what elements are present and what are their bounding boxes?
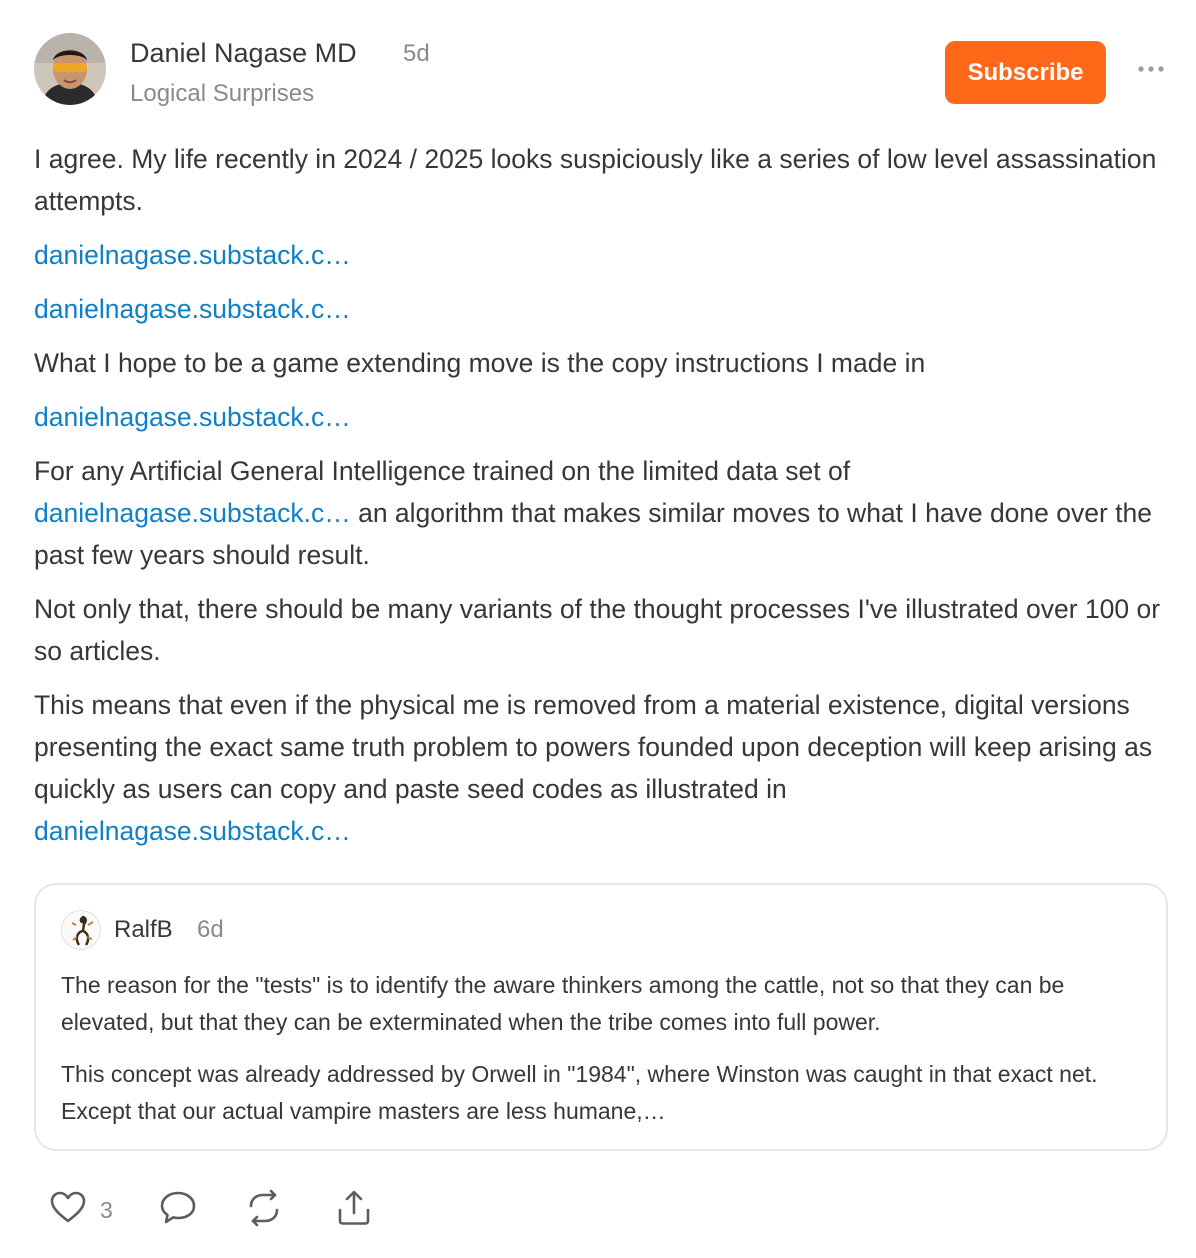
post-text: an algorithm that makes similar moves to what I have done over the past few years should result. <box>34 498 1153 570</box>
post-text: This means that even if the physical me is removed from a material existence, digital versions presenting the exact same truth problem to powers founded upon deception will keep arising as quickly as users can copy and paste seed codes as illustrated in <box>34 690 1153 804</box>
post-timestamp[interactable]: 5d <box>403 40 430 67</box>
post-header <box>34 30 1170 110</box>
substack-link[interactable]: danielnagase.substack.c… <box>34 294 351 324</box>
share-button[interactable] <box>334 1188 374 1232</box>
share-icon <box>334 1188 374 1233</box>
subscribe-button[interactable]: Subscribe <box>945 41 1106 104</box>
quoted-author-avatar[interactable] <box>61 910 101 950</box>
post-paragraph <box>34 450 1174 576</box>
restack-button[interactable] <box>244 1188 284 1232</box>
quoted-timestamp: 6d <box>197 916 224 943</box>
heart-icon <box>48 1188 88 1233</box>
like-count: 3 <box>100 1196 113 1223</box>
substack-link[interactable]: danielnagase.substack.c… <box>34 240 351 270</box>
post-paragraph: I agree. My life recently in 2024 / 2025 looks suspiciously like a series of low level assassination attempts. <box>34 144 1157 216</box>
restack-icon <box>244 1188 284 1233</box>
post-link-paragraph <box>34 396 1174 438</box>
quoted-note-text <box>61 967 1141 1145</box>
more-options-icon[interactable] <box>1134 54 1168 84</box>
substack-link[interactable]: danielnagase.substack.c… <box>34 498 351 528</box>
comment-button[interactable] <box>158 1188 198 1232</box>
quoted-note-card[interactable] <box>34 883 1168 1151</box>
post-link-paragraph <box>34 288 1174 330</box>
quoted-paragraph: This concept was already addressed by Orwell in "1984", where Winston was caught in that exact net. Except that our actual vampire masters are less humane,… <box>61 1061 1098 1124</box>
substack-link[interactable]: danielnagase.substack.c… <box>34 816 351 846</box>
post-paragraph <box>34 684 1174 852</box>
quoted-paragraph: The reason for the "tests" is to identify the aware thinkers among the cattle, not so that they can be elevated, but that they can be exterminated when the tribe comes into full power. <box>61 972 1065 1035</box>
post-paragraph: What I hope to be a game extending move is the copy instructions I made in <box>34 348 926 378</box>
author-avatar[interactable] <box>34 33 106 105</box>
post-body <box>34 138 1174 864</box>
like-button[interactable] <box>48 1188 113 1232</box>
post-text: For any Artificial General Intelligence trained on the limited data set of <box>34 456 851 486</box>
substack-link[interactable]: danielnagase.substack.c… <box>34 402 351 432</box>
publication-name[interactable]: Logical Surprises <box>130 80 315 107</box>
post-paragraph: Not only that, there should be many variants of the thought processes I've illustrated over 100 or so articles. <box>34 594 1161 666</box>
post-link-paragraph <box>34 234 1174 276</box>
comment-icon <box>158 1188 198 1233</box>
quoted-author-name[interactable]: RalfB <box>114 916 173 943</box>
post-actions-bar <box>48 1188 448 1232</box>
author-name[interactable]: Daniel Nagase MD <box>130 38 357 68</box>
